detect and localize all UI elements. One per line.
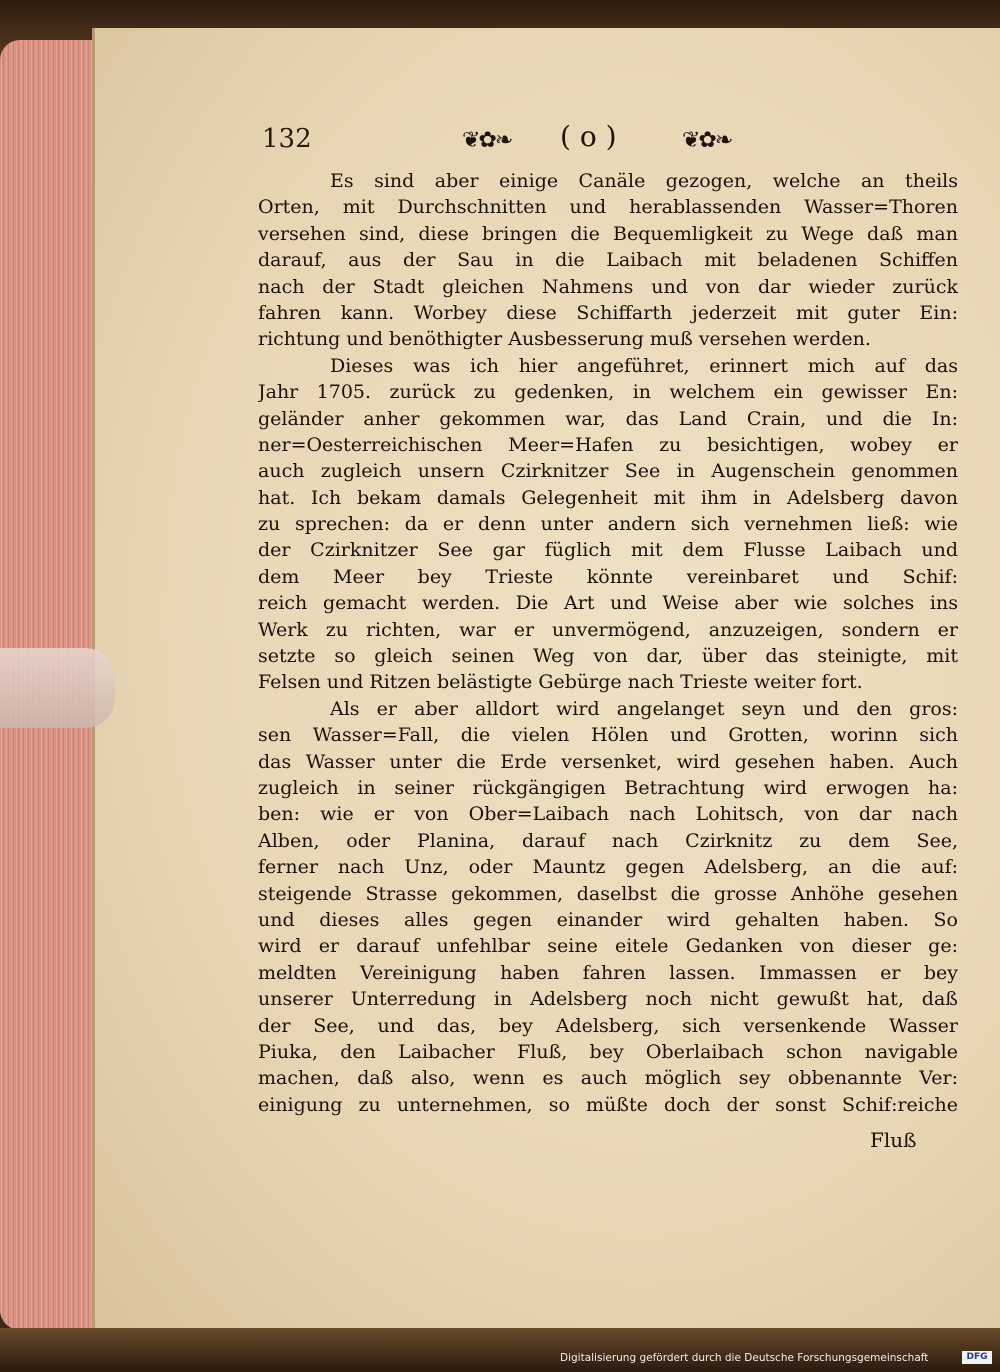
text-line: hat. Ich bekam damals Gelegenheit mit ihm in Adelsberg davon (258, 486, 958, 509)
bookmark-tab (0, 648, 115, 728)
text-line: machen, daß also, wenn es auch möglich sey obbenannte Ver: (258, 1067, 958, 1090)
text-line: ferner nach Unz, oder Mauntz gegen Adelsberg, an die auf: (258, 856, 958, 879)
text-line: und dieses alles gegen einander wird gehalten haben. So (258, 908, 958, 931)
text-line: nach der Stadt gleichen Nahmens und von dar wieder zurück (258, 275, 958, 298)
page-number: 132 (262, 124, 312, 154)
text-line: Orten, mit Durchschnitten und herablassenden Wasser=Thoren (258, 196, 958, 219)
text-line: geländer anher gekommen war, das Land Crain, und die In: (258, 407, 958, 430)
text-line: der See, und das, bey Adelsberg, sich versenkende Wasser (258, 1014, 958, 1037)
text-line: zugleich in seiner rückgängigen Betrachtung wird erwogen ha: (258, 776, 958, 799)
text-line: das Wasser unter die Erde versenket, wird gesehen haben. Auch (258, 750, 958, 773)
ornament-right-icon: ❦✿❧ (682, 128, 732, 153)
dfg-logo-icon: DFG (962, 1351, 992, 1364)
text-line: Werk zu richten, war er unvermögend, anzuzeigen, sondern er (258, 618, 958, 641)
text-line: der Czirknitzer See gar füglich mit dem Flusse Laibach und (258, 539, 958, 562)
text-line: wird er darauf unfehlbar seine eitele Gedanken von dieser ge: (258, 935, 958, 958)
text-line: meldten Vereinigung haben fahren lassen. Immassen er bey (258, 961, 958, 984)
text-line: Als er aber alldort wird angelanget seyn und den gros: (330, 697, 958, 720)
text-line: Es sind aber einige Canäle gezogen, welche an theils (330, 170, 958, 192)
text-line: darauf, aus der Sau in die Laibach mit beladenen Schiffen (258, 249, 958, 272)
footer-band (0, 1328, 1000, 1372)
text-line: setzte so gleich seinen Weg von dar, über das steinigte, mit (258, 645, 958, 668)
text-line: Jahr 1705. zurück zu gedenken, in welchem ein gewisser En: (258, 381, 958, 404)
text-line: sen Wasser=Fall, die vielen Hölen und Grotten, worinn sich (258, 724, 958, 747)
text-line: Dieses was ich hier angeführet, erinnert mich auf das (330, 354, 958, 377)
text-line: unserer Unterredung in Adelsberg noch nicht gewußt hat, daß (258, 988, 958, 1011)
text-line: versehen sind, diese bringen die Bequemligkeit zu Wege daß man (258, 222, 958, 245)
text-line: Alben, oder Planina, darauf nach Czirknitz zu dem See, (258, 829, 958, 852)
ornament-left-icon: ❦✿❧ (462, 128, 512, 153)
text-line: steigende Strasse gekommen, daselbst die grosse Anhöhe gesehen (258, 882, 958, 905)
text-line: ben: wie er von Ober=Laibach nach Lohitsch, von dar nach (258, 803, 958, 826)
header-center: ( o ) (560, 120, 617, 153)
text-line: einigung zu unternehmen, so müßte doch der sonst Schif:reiche (258, 1093, 958, 1116)
body-text (258, 168, 958, 1118)
text-line: fahren kann. Worbey diese Schiffarth jederzeit mit guter Ein: (258, 301, 958, 324)
text-line: reich gemacht werden. Die Art und Weise aber wie solches ins (258, 592, 958, 615)
text-line: dem Meer bey Trieste könnte vereinbaret und Schif: (258, 565, 958, 588)
text-line: richtung und benöthigter Ausbesserung muß versehen werden. (258, 328, 871, 351)
catchword: Fluß (870, 1128, 917, 1152)
text-line: auch zugleich unsern Czirknitzer See in Augenschein genommen (258, 460, 958, 483)
page-header (262, 118, 962, 158)
text-line: ner=Oesterreichischen Meer=Hafen zu besichtigen, wobey er (258, 433, 958, 456)
text-line: Felsen und Ritzen belästigte Gebürge nach Trieste weiter fort. (258, 671, 863, 694)
text-line: zu sprechen: da er denn unter andern sich vernehmen ließ: wie (258, 513, 958, 536)
digitization-credit: Digitalisierung gefördert durch die Deutsche Forschungsgemeinschaft (560, 1352, 929, 1364)
text-line: Piuka, den Laibacher Fluß, bey Oberlaibach schon navigable (258, 1040, 958, 1063)
